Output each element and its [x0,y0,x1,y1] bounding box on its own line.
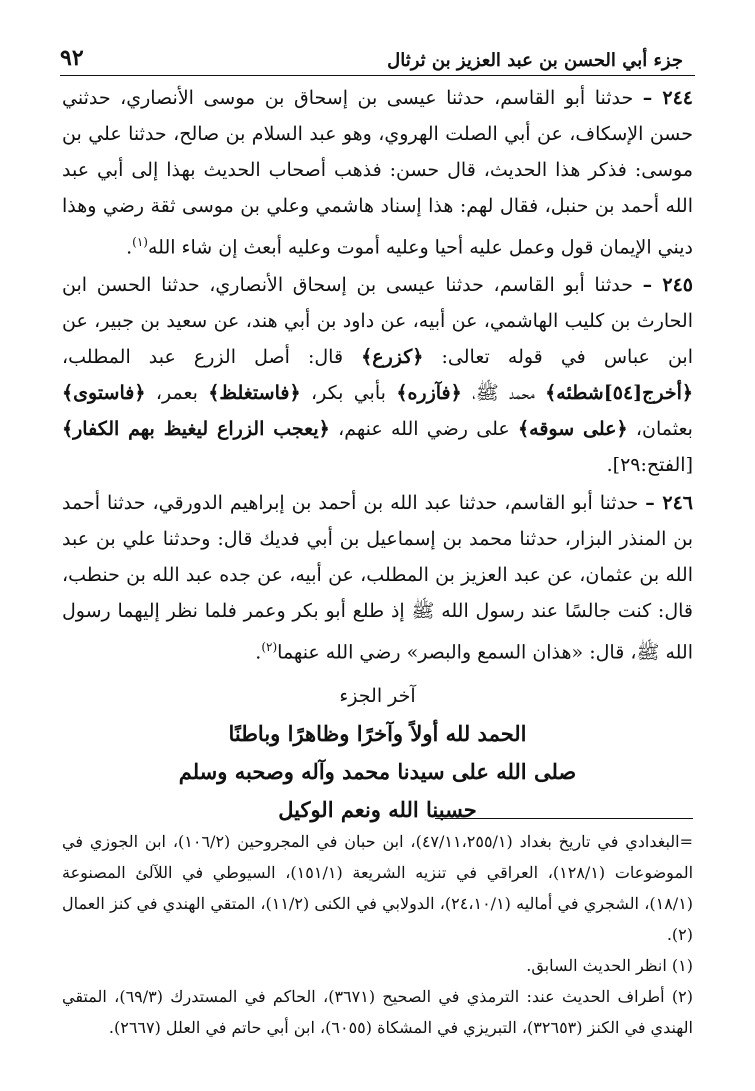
footnote-2: (٢) أطراف الحديث عند: الترمذي في الصحيح (٣٦٧١)، الحاكم في المستدرك (٦٩/٣)، المتقي الهندي في الكنز (٣٢٦٥٣)، التبريزي في المشكاة (٦٠٥٥)، ابن أبي حاتم في العلل (٢٦٦٧). [62,987,693,1037]
quran-quote: ﴿يعجب الزراع ليغيظ بهم الكفار﴾ [62,418,330,441]
footnote-ref: (٢) [261,640,278,655]
quran-quote: ﴿فآزره﴾ [396,382,462,405]
running-title: جزء أبي الحسن بن عبد العزيز بن ثرثال [387,50,683,71]
hadith-text: بعثمان، [635,418,693,441]
colophon-line: آخر الجزء [339,684,416,707]
hadith-text: قال: أصل الزرع عبد المطلب، [62,346,344,369]
footnote-ref: (١) [132,235,148,249]
hadith-245 [62,267,693,483]
hadith-text: بأبي بكر، [310,382,386,405]
quran-citation: [الفتح:٢٩]. [606,454,693,477]
quran-quote: ﴿فاستغلظ﴾ [208,382,301,405]
hadith-246: ٢٤٦ – حدثنا أبو القاسم، حدثنا عبد الله بن أحمد بن إبراهيم الدورقي، حدثنا أحمد بن المنذر البزار، حدثنا محمد بن إسماعيل بن أبي فديك قال: وحدثنا علي بن عبد الله بن عثمان، عن عبد العزيز بن المطلب، عن أبيه، عن جده عبد الله بن حنطب، قال: كنت جالسًا عند رسول الله ﷺ إذ طلع أبو بكر وعمر فلما نظر إليهما رسول الله ﷺ، قال: «هذان السمع والبصر» رضي الله عنهما$^{(٢)}$. [62,492,693,664]
colophon-line: صلى الله على سيدنا محمد وآله وصحبه وسلم [178,758,577,784]
colophon [62,677,693,829]
hadith-text: محمد ﷺ، [472,382,535,405]
quran-quote: ﴿كزرع﴾ [361,346,424,369]
footnote-continued: =البغدادي في تاريخ بغداد (٤٧/١١،٢٥٥/١)، ابن حبان في المجروحين (١٠٦/٢)، ابن الجوزي في الموضوعات (١٢٨/١)، العراقي في تنزيه الشريعة (١٥١/١)، السيوطي في اللآلئ المصنوعة (١٨/١)، الشجري في أماليه (٢٤،١٠/١)، الدولابي في الكنى (١١/٢)، المتقي الهندي في كنز العمال (٢). [62,832,694,944]
hadith-text: على رضي الله عنهم، [338,418,510,441]
hadith-text: حدثنا أبو القاسم، حدثنا عيسى بن إسحاق الأنصاري، حدثنا الحسن ابن الحارث بن كليب الهاشمي، عن أبيه، عن داود بن أبي هند، عن سعيد بن جبير، عن ابن عباس في قوله تعالى: [62,274,693,369]
quran-quote: ﴿على سوقه﴾ [518,418,628,441]
page-number: ٩٢ [60,45,84,71]
footnotes [62,826,693,1043]
hadith-244: ٢٤٤ – حدثنا أبو القاسم، حدثنا عيسى بن إسحاق بن موسى الأنصاري، حدثني حسن الإسكاف، عن أبي الصلت الهروي، وهو عبد السلام بن صالح، حدثنا علي بن موسى: فذكر هذا الحديث، قال حسن: فذهب أصحاب الحديث بهذا إلى أبي عبد الله أحمد بن حنبل، فقال لهم: هذا إسناد هاشمي وعلي بن موسى ثقة رضي وهذا ديني الإيمان قول وعمل عليه أحيا وعليه أموت وعليه أبعث إن شاء الله$^{(١)}$. [62,87,693,259]
colophon-line: الحمد لله أولاً وآخرًا وظاهرًا وباطنًا [228,720,527,746]
hadith-number: ٢٤٦ – [645,492,693,515]
quran-quote: ﴿فاستوى﴾ [62,382,146,405]
footnote-divider [435,818,693,819]
page-header [60,36,695,76]
footnote-1: (١) انظر الحديث السابق. [526,956,693,975]
hadith-text: حدثنا أبو القاسم، حدثنا عبد الله بن أحمد بن إبراهيم الدورقي، حدثنا أحمد بن المنذر البزار، حدثنا محمد بن إسماعيل بن أبي فديك قال: وحدثنا علي بن عبد الله بن عثمان، عن عبد العزيز بن المطلب، عن أبيه، عن جده عبد الله بن حنطب، قال: كنت جالسًا عند رسول الله ﷺ إذ طلع أبو بكر وعمر فلما نظر إليهما رسول الله ﷺ، قال: «هذان السمع والبصر» رضي الله عنهما [62,492,693,664]
quran-quote: ﴿أخرج[٥٤]شطئه﴾ [545,382,694,405]
hadith-number: ٢٤٤ – [642,87,693,109]
hadith-number: ٢٤٥ – [642,274,694,297]
hadith-text: بعمر، [155,382,198,405]
main-text [62,80,693,829]
colophon-line: حسبنا الله ونعم الوكيل [278,796,477,822]
hadith-text: حدثنا أبو القاسم، حدثنا عيسى بن إسحاق بن موسى الأنصاري، حدثني حسن الإسكاف، عن أبي الصلت الهروي، وهو عبد السلام بن صالح، حدثنا علي بن موسى: فذكر هذا الحديث، قال حسن: فذهب أصحاب الحديث بهذا إلى أبي عبد الله أحمد بن حنبل، فقال لهم: هذا إسناد هاشمي وعلي بن موسى ثقة رضي وهذا ديني الإيمان قول وعمل عليه أحيا وعليه أموت وعليه أبعث إن شاء الله [62,87,693,259]
